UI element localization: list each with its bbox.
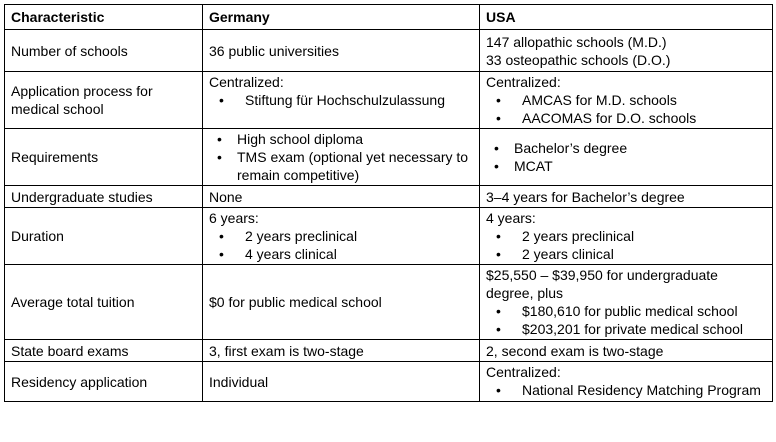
germany-text-line: 36 public universities <box>209 42 339 59</box>
usa-text-line: 3–4 years for Bachelor’s degree <box>486 188 685 205</box>
usa-text-line: 2, second exam is two-stage <box>486 342 664 359</box>
header-characteristic: Characteristic <box>5 5 203 30</box>
germany-cell <box>203 265 480 340</box>
table-row <box>5 208 773 265</box>
usa-bullet-list <box>486 139 766 175</box>
usa-bullet-list <box>486 302 766 338</box>
germany-cell <box>203 340 480 362</box>
header-row <box>5 5 773 30</box>
usa-cell <box>480 30 773 72</box>
germany-text-line: 3, first exam is two-stage <box>209 342 364 359</box>
header-usa: USA <box>480 5 773 30</box>
germany-text-line: $0 for public medical school <box>209 294 382 310</box>
bullet-item: • $203,201 for private medical school <box>486 320 766 338</box>
usa-text-line: 147 allopathic schools (M.D.) <box>486 33 667 50</box>
bullet-item: • 4 years clinical <box>209 245 473 263</box>
table-row <box>5 340 773 362</box>
germany-cell <box>203 208 480 265</box>
usa-bullet-list <box>486 381 766 399</box>
usa-lead-text: 4 years: <box>486 210 536 226</box>
characteristic-cell: Average total tuition <box>5 265 203 340</box>
germany-cell <box>203 362 480 402</box>
usa-lead-text: $25,550 – $39,950 for undergraduate degree, plus <box>486 267 718 301</box>
bullet-item: • MCAT <box>486 157 766 175</box>
germany-cell <box>203 129 480 186</box>
usa-cell <box>480 72 773 129</box>
table-row <box>5 265 773 340</box>
usa-cell <box>480 265 773 340</box>
usa-bullet-list <box>486 227 766 263</box>
usa-lead-text: Centralized: <box>486 74 561 90</box>
table-body <box>5 30 773 402</box>
germany-bullet-list <box>209 227 473 263</box>
table-row <box>5 30 773 72</box>
table-row <box>5 186 773 208</box>
bullet-item: • 2 years clinical <box>486 245 766 263</box>
characteristic-cell: Number of schools <box>5 30 203 72</box>
usa-cell <box>480 362 773 402</box>
comparison-table <box>4 4 773 402</box>
germany-cell <box>203 72 480 129</box>
germany-text-line: None <box>209 188 243 205</box>
bullet-item: • 2 years preclinical <box>209 227 473 245</box>
table-row <box>5 362 773 402</box>
header-germany: Germany <box>203 5 480 30</box>
bullet-item: • AACOMAS for D.O. schools <box>486 109 766 127</box>
usa-text-line: 33 osteopathic schools (D.O.) <box>486 51 671 68</box>
usa-lead-text: Centralized: <box>486 364 561 380</box>
characteristic-cell: Duration <box>5 208 203 265</box>
table-row <box>5 129 773 186</box>
bullet-item: • National Residency Matching Program <box>486 381 766 399</box>
bullet-item: • High school diploma <box>209 130 473 148</box>
usa-cell <box>480 340 773 362</box>
germany-bullet-list <box>209 130 473 184</box>
bullet-item: • Bachelor’s degree <box>486 139 766 157</box>
bullet-item: • TMS exam (optional yet necessary to remain competitive) <box>209 148 473 184</box>
characteristic-cell: Undergraduate studies <box>5 186 203 208</box>
bullet-item: • Stiftung für Hochschulzulassung <box>209 91 473 109</box>
germany-cell <box>203 30 480 72</box>
usa-cell <box>480 208 773 265</box>
usa-cell <box>480 129 773 186</box>
germany-bullet-list <box>209 91 473 109</box>
characteristic-cell: Application process for medical school <box>5 72 203 129</box>
germany-lead-text: 6 years: <box>209 210 259 226</box>
characteristic-cell: Requirements <box>5 129 203 186</box>
bullet-item: • $180,610 for public medical school <box>486 302 766 320</box>
characteristic-cell: State board exams <box>5 340 203 362</box>
germany-text-line: Individual <box>209 373 269 390</box>
bullet-item: • 2 years preclinical <box>486 227 766 245</box>
germany-cell <box>203 186 480 208</box>
table-row <box>5 72 773 129</box>
characteristic-cell: Residency application <box>5 362 203 402</box>
germany-lead-text: Centralized: <box>209 74 284 90</box>
bullet-item: • AMCAS for M.D. schools <box>486 91 766 109</box>
usa-bullet-list <box>486 91 766 127</box>
usa-cell <box>480 186 773 208</box>
